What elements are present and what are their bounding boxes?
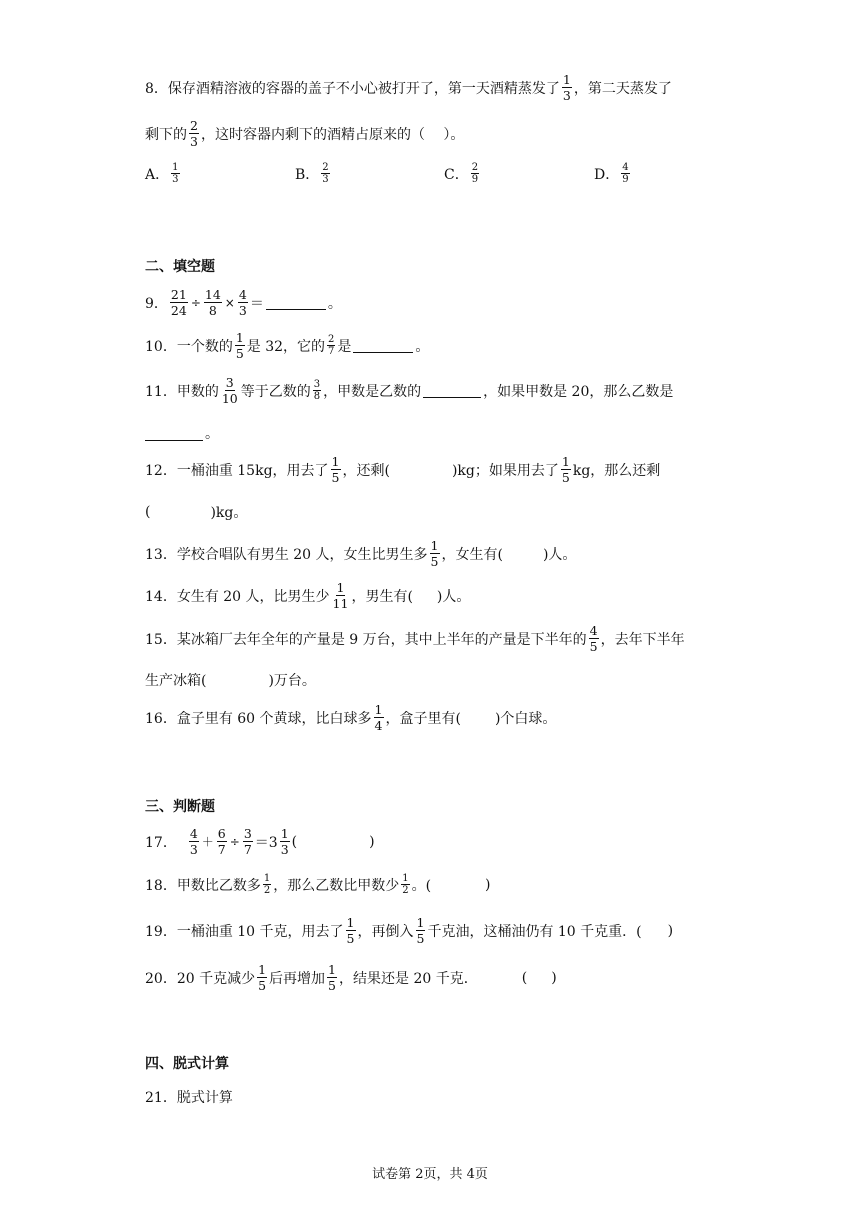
question-11-line-2 — [145, 423, 219, 443]
option-b[interactable] — [295, 162, 332, 185]
fraction: $\frac{4}{9}$ — [622, 162, 629, 185]
question-12-line-1 — [145, 454, 660, 485]
question-14 — [145, 580, 470, 611]
option-label: B． — [295, 166, 320, 183]
answer-blank[interactable] — [145, 426, 203, 441]
question-text: 甲数的 — [176, 383, 219, 400]
question-text: ，盒子里有( — [385, 710, 461, 727]
question-number: 20． — [145, 970, 177, 987]
option-d[interactable] — [594, 162, 632, 185]
fraction: $\frac{1}{2}$ — [402, 873, 409, 896]
fraction: $\frac{4}{3}$ — [238, 287, 247, 318]
question-8-line-1 — [145, 72, 672, 103]
fraction: $\frac{14}{8}$ — [204, 287, 221, 318]
question-20 — [145, 962, 557, 993]
question-15-line-1 — [145, 623, 685, 654]
option-label: A． — [145, 166, 170, 183]
page-footer: 试卷第 2页，共 4页 — [372, 1167, 488, 1182]
question-11-line-1 — [145, 375, 673, 406]
question-number: 17． — [145, 834, 177, 851]
fraction: $\frac{21}{24}$ — [170, 287, 187, 318]
question-text: kg，那么还剩 — [572, 462, 661, 479]
question-text: 某冰箱厂去年全年的产量是 9 万台，其中上半年的产量是下半年的 — [176, 631, 587, 648]
bracket-open: ( — [521, 969, 528, 986]
bracket-close: ) — [551, 969, 557, 986]
answer-blank[interactable] — [353, 338, 413, 353]
fraction: $\frac{4}{3}$ — [189, 826, 198, 857]
fraction: $\frac{1}{5}$ — [331, 454, 340, 485]
question-text: 脱式计算 — [176, 1090, 233, 1106]
question-13 — [145, 538, 576, 569]
punctuation: 。 — [327, 295, 342, 312]
answer-blank[interactable] — [266, 295, 326, 310]
section-heading: 四、脱式计算 — [145, 1056, 229, 1072]
question-text: 一桶油重 15kg，用去了 — [176, 462, 329, 479]
fraction: $\frac{1}{5}$ — [416, 915, 425, 946]
bracket-close: ) — [667, 922, 674, 939]
fraction: $\frac{3}{8}$ — [313, 379, 321, 402]
option-label: C． — [444, 166, 469, 183]
question-text: 千克油，这桶油仍有 10 千克重．( — [427, 923, 642, 940]
question-text: 甲数比乙数多 — [176, 877, 261, 894]
fraction: $\frac{1}{5}$ — [346, 915, 355, 946]
fraction: $\frac{1}{5}$ — [235, 330, 244, 361]
question-number: 11． — [145, 383, 177, 400]
fraction: $\frac{1}{5}$ — [258, 962, 267, 993]
fraction: $\frac{1}{3}$ — [172, 162, 179, 185]
fraction: $\frac{1}{3}$ — [562, 72, 571, 103]
question-number: 12． — [145, 462, 177, 479]
question-text: 学校合唱队有男生 20 人，女生比男生多 — [176, 546, 428, 563]
multiply-sign: × — [224, 295, 235, 310]
question-text: ，男生有( — [351, 588, 413, 605]
question-text: )万台。 — [268, 673, 316, 689]
section-heading: 三、判断题 — [145, 799, 215, 815]
question-8-line-2 — [145, 118, 464, 149]
question-text: )个白球。 — [494, 710, 557, 727]
question-text: ( — [145, 504, 151, 520]
question-text: 是 — [337, 338, 352, 355]
question-number: 9． — [145, 295, 168, 312]
divide-sign: ÷ — [190, 295, 201, 310]
question-12-line-2 — [145, 502, 247, 522]
question-16 — [145, 702, 556, 733]
question-text: 后再增加 — [269, 970, 326, 987]
question-text: )kg；如果用去了 — [451, 462, 559, 479]
question-text: 20 千克减少 — [176, 970, 256, 987]
fraction: $\frac{2}{3}$ — [322, 162, 329, 185]
fraction: $\frac{1}{5}$ — [561, 454, 570, 485]
fraction: $\frac{1}{5}$ — [328, 962, 336, 993]
fraction: $\frac{1}{4}$ — [374, 702, 383, 733]
equals-sign: ＝3 — [254, 834, 278, 851]
fraction: $\frac{1}{11}$ — [332, 580, 349, 611]
question-10 — [145, 330, 429, 361]
fraction: $\frac{6}{7}$ — [217, 826, 226, 857]
plus-sign: ＋ — [201, 835, 214, 849]
punctuation: 。 — [205, 426, 219, 442]
question-text: 等于乙数的 — [240, 383, 311, 400]
fraction: $\frac{1}{2}$ — [263, 873, 271, 896]
question-number: 21． — [145, 1090, 177, 1106]
question-text: 盒子里有 60 个黄球，比白球多 — [176, 710, 372, 727]
question-18 — [145, 873, 491, 896]
option-c[interactable] — [444, 162, 481, 185]
question-text: 是 32，它的 — [246, 338, 326, 355]
question-text: ，如果甲数是 20，那么乙数是 — [483, 383, 674, 400]
fraction: $\frac{2}{7}$ — [328, 334, 335, 357]
question-21 — [145, 1087, 233, 1107]
question-text: 一个数的 — [176, 338, 233, 355]
question-number: 14． — [145, 588, 177, 605]
question-text: ，甲数是乙数的 — [323, 383, 422, 400]
fraction: $\frac{2}{3}$ — [190, 118, 198, 149]
question-text: )人。 — [542, 546, 577, 563]
bracket-close: ) — [369, 833, 375, 850]
question-number: 10． — [145, 338, 177, 355]
fraction: $\frac{3}{10}$ — [221, 375, 238, 406]
question-text: ，还剩( — [342, 462, 390, 479]
question-text: ，这时容器内剩下的酒精占原来的（ ）。 — [200, 126, 465, 143]
answer-blank[interactable] — [423, 383, 481, 398]
question-text: 生产冰箱( — [145, 673, 207, 689]
question-number: 16． — [145, 710, 177, 727]
fraction: $\frac{1}{3}$ — [280, 826, 289, 857]
question-text: )kg。 — [210, 505, 248, 521]
question-text: ，结果还是 20 千克． — [339, 970, 478, 987]
option-a[interactable] — [145, 162, 182, 185]
fraction: $\frac{4}{5}$ — [589, 623, 598, 654]
question-number: 13． — [145, 546, 177, 563]
bracket-close: ) — [485, 876, 491, 893]
question-text: 保存酒精溶液的容器的盖子不小心被打开了，第一天酒精蒸发了 — [167, 80, 560, 97]
question-number: 8． — [145, 80, 168, 97]
question-number: 15． — [145, 631, 177, 648]
question-number: 19． — [145, 923, 177, 940]
question-text: 剩下的 — [145, 126, 187, 143]
section-heading: 二、填空题 — [145, 259, 215, 275]
question-9 — [145, 287, 342, 318]
equals-sign: ＝ — [249, 295, 264, 312]
fraction: $\frac{1}{5}$ — [430, 538, 439, 569]
question-19 — [145, 915, 673, 946]
question-text: )人。 — [436, 588, 471, 605]
question-number: 18． — [145, 877, 177, 894]
question-17 — [145, 826, 375, 857]
bracket-open: ( — [291, 833, 298, 850]
question-text: ，第二天蒸发了 — [573, 80, 672, 97]
question-text: 。( — [411, 877, 432, 894]
question-text: ，再倒入 — [357, 923, 414, 940]
fraction: $\frac{3}{7}$ — [243, 826, 252, 857]
question-text: 女生有 20 人，比男生少 — [176, 588, 330, 605]
question-text: ，那么乙数比甲数少 — [273, 877, 400, 894]
question-15-line-2 — [145, 670, 316, 690]
divide-sign: ÷ — [229, 834, 240, 849]
question-text: 一桶油重 10 千克，用去了 — [176, 923, 344, 940]
fraction: $\frac{2}{9}$ — [471, 162, 479, 185]
option-label: D． — [594, 166, 620, 183]
question-text: ，女生有( — [441, 546, 503, 563]
question-text: ，去年下半年 — [600, 631, 685, 648]
punctuation: 。 — [415, 338, 430, 355]
